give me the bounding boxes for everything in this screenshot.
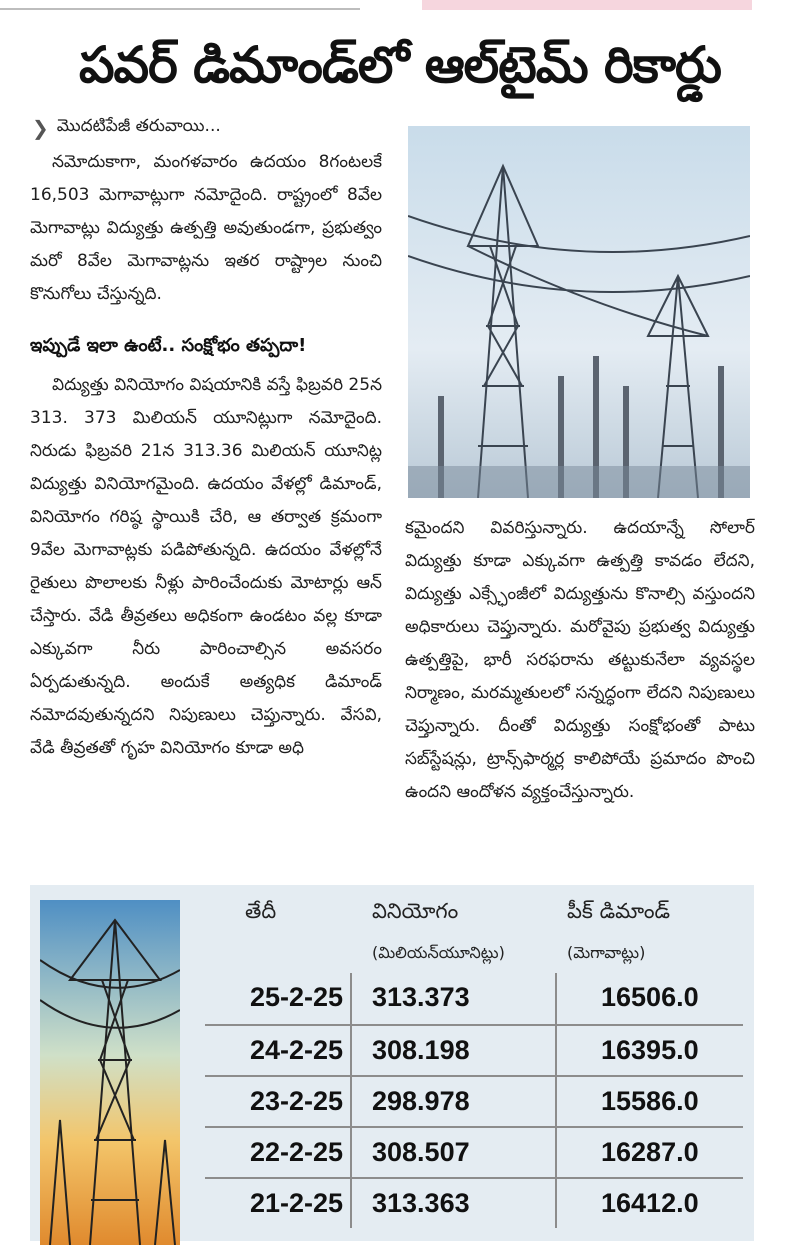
table-row bbox=[205, 1126, 743, 1177]
cell-date: 24-2-25 bbox=[250, 1035, 344, 1065]
cell-date: 22-2-25 bbox=[250, 1137, 344, 1167]
top-color-band bbox=[422, 0, 752, 10]
table-body bbox=[205, 973, 743, 1228]
cell-date: 21-2-25 bbox=[250, 1188, 344, 1218]
cell-date: 23-2-25 bbox=[250, 1086, 344, 1116]
cell-peak-demand: 16506.0 bbox=[555, 973, 743, 1024]
power-lines-sunset-photo bbox=[40, 900, 180, 1245]
top-divider bbox=[0, 8, 360, 10]
column-header-consumption: వినియోగం (మిలియన్‌యూనిట్లు) bbox=[350, 895, 555, 973]
power-demand-table bbox=[205, 895, 743, 1228]
power-transmission-tower-photo bbox=[408, 126, 750, 498]
cell-consumption: 298.978 bbox=[350, 1077, 555, 1126]
transmission-tower-sunset-illustration bbox=[40, 900, 180, 1245]
cell-peak-demand: 15586.0 bbox=[555, 1077, 743, 1126]
table-row bbox=[205, 1177, 743, 1228]
column-unit-consumption: (మిలియన్‌యూనిట్లు) bbox=[372, 943, 505, 962]
cell-peak-demand: 16395.0 bbox=[555, 1026, 743, 1075]
table-row bbox=[205, 1075, 743, 1126]
column-header-date: తేదీ bbox=[245, 899, 277, 923]
column-header-peak-demand: పీక్ డిమాండ్ (మెగావాట్లు) bbox=[555, 895, 743, 973]
headline: పవర్ డిమాండ్‌లో ఆల్‌టైమ్ రికార్డు bbox=[79, 36, 721, 94]
chevron-right-icon: ❯ bbox=[32, 116, 49, 140]
table-row bbox=[205, 1024, 743, 1075]
article-left-column bbox=[30, 146, 382, 765]
column-unit-peak: (మెగావాట్లు) bbox=[567, 943, 646, 962]
continued-from-front-page bbox=[32, 116, 221, 140]
cell-consumption: 308.507 bbox=[350, 1128, 555, 1177]
table-header bbox=[205, 895, 743, 973]
article-right-column bbox=[405, 512, 755, 809]
article-paragraph: నమోదుకాగా, మంగళవారం ఉదయం 8గంటలకే 16,503 మెగావాట్లుగా నమోదైంది. రాష్ట్రంలో 8వేల మెగావాట్లు విద్యుత్తు ఉత్పత్తి అవుతుండగా, ప్రభుత్వం మరో 8వేల మెగావాట్లను ఇతర రాష్ట్రాల నుంచి కొనుగోలు చేస్తున్నది. bbox=[30, 152, 382, 304]
article-subheading: ఇప్పుడే ఇలా ఉంటే.. సంక్షోభం తప్పదా! bbox=[30, 335, 307, 356]
cell-consumption: 308.198 bbox=[350, 1026, 555, 1075]
cell-date: 25-2-25 bbox=[250, 982, 344, 1012]
cell-peak-demand: 16287.0 bbox=[555, 1128, 743, 1177]
table-row bbox=[205, 973, 743, 1024]
cell-consumption: 313.373 bbox=[350, 973, 555, 1024]
cell-peak-demand: 16412.0 bbox=[555, 1179, 743, 1228]
article-paragraph: కమైందని వివరిస్తున్నారు. ఉదయాన్నే సోలార్ విద్యుత్తు కూడా ఎక్కువగా ఉత్పత్తి కావడం లేదని, విద్యుత్తు ఎక్స్ఛేంజీలో విద్యుత్తును కొనాల్సి వస్తుందని అధికారులు చెప్తున్నారు. మరోవైపు ప్రభుత్వ విద్యుత్తు ఉత్పత్తిపై, భారీ సరఫరాను తట్టుకునేలా వ్యవస్థల నిర్మాణం, మరమ్మతులలో సన్నద్ధంగా లేదని నిపుణులు చెప్తున్నారు. దీంతో విద్యుత్తు సంక్షోభంతో పాటు సబ్‌స్టేషన్లు, ట్రాన్స్‌ఫార్మర్ల కాలిపోయే ప్రమాదం పొంచి ఉందని ఆందోళన వ్యక్తంచేస్తున్నారు. bbox=[405, 518, 755, 802]
continued-label: మొదటిపేజీ తరువాయి... bbox=[56, 116, 221, 136]
article-paragraph: విద్యుత్తు వినియోగం విషయానికి వస్తే ఫిబ్రవరి 25న 313. 373 మిలియన్ యూనిట్లుగా నమోదైంది. నిరుడు ఫిబ్రవరి 21న 313.36 మిలియన్ యూనిట్ల విద్యుత్తు వినియోగమైంది. ఉదయం వేళల్లో డిమాండ్, వినియోగం గరిష్ఠ స్థాయికి చేరి, ఆ తర్వాత క్రమంగా 9వేల మెగావాట్లకు పడిపోతున్నది. ఉదయం వేళల్లోనే రైతులు పొలాలకు నీళ్లు పారించేందుకు మోటార్లు ఆన్ చేస్తారు. వేడి తీవ్రతలు అధికంగా ఉండటం వల్ల కూడా ఎక్కువగా నీరు పారించాల్సిన అవసరం ఏర్పడుతున్నది. అందుకే అత్యధిక డిమాండ్ నమోదవుతున్నదని నిపుణులు చెప్తున్నారు. వేసవి, వేడి తీవ్రతతో గృహ వినియోగం కూడా అధి bbox=[30, 375, 382, 758]
cell-consumption: 313.363 bbox=[350, 1179, 555, 1228]
transmission-tower-illustration bbox=[408, 126, 750, 498]
